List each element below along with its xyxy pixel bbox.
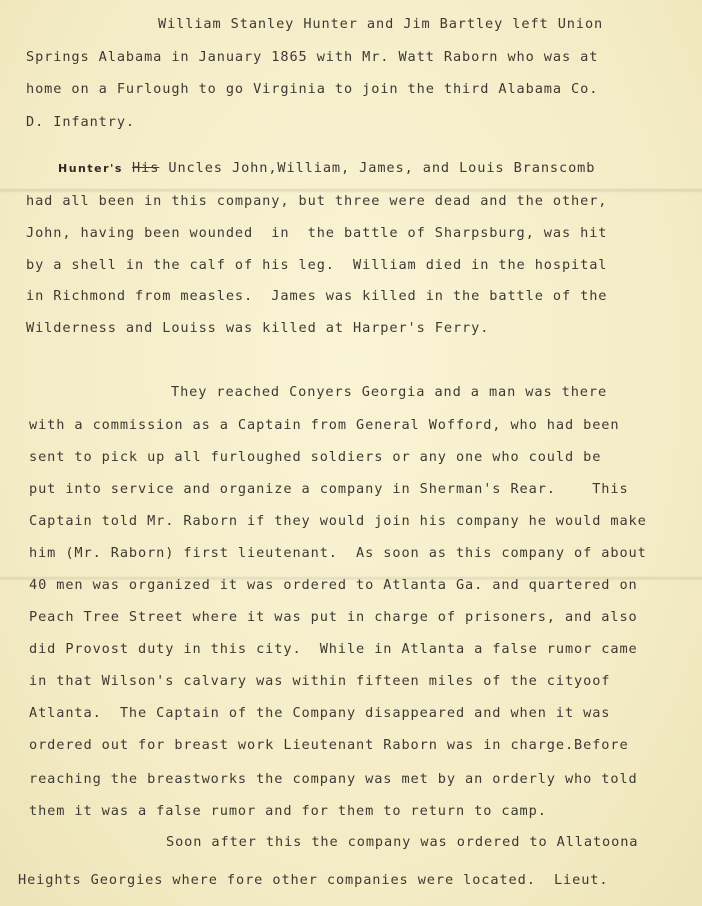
handwritten-insert: Hunter's xyxy=(58,162,123,175)
text-line: John, having been wounded in the battle of Sharpsburg, was hit xyxy=(26,225,608,241)
text-line: in that Wilson's calvary was within fifteen miles of the cityoof xyxy=(29,673,611,689)
text-line: Atlanta. The Captain of the Company disappeared and when it was xyxy=(29,705,611,721)
text-line: in Richmond from measles. James was killed in the battle of the xyxy=(26,288,608,304)
text-line: home on a Furlough to go Virginia to join the third Alabama Co. xyxy=(26,81,599,97)
text-line: Peach Tree Street where it was put in charge of prisoners, and also xyxy=(29,609,638,625)
text-line: did Provost duty in this city. While in Atlanta a false rumor came xyxy=(29,641,638,657)
text-line: Heights Georgies where fore other companies were located. Lieut. xyxy=(18,872,609,888)
text-fragment: Uncles John,William, James, and Louis Branscomb xyxy=(168,160,596,176)
struck-out-word: His xyxy=(132,160,160,176)
text-line: Soon after this the company was ordered to Allatoona xyxy=(166,834,639,850)
text-line: had all been in this company, but three were dead and the other, xyxy=(26,193,608,209)
text-line: reaching the breastworks the company was met by an orderly who told xyxy=(29,771,638,787)
text-line: them it was a false rumor and for them to return to camp. xyxy=(29,803,547,819)
handwritten-annotation-line xyxy=(58,160,595,177)
text-line: Springs Alabama in January 1865 with Mr. Watt Raborn who was at xyxy=(26,49,599,65)
text-line: 40 men was organized it was ordered to Atlanta Ga. and quartered on xyxy=(29,577,638,593)
text-line: Captain told Mr. Raborn if they would join his company he would make xyxy=(29,513,647,529)
text-line: sent to pick up all furloughed soldiers or any one who could be xyxy=(29,449,602,465)
text-line: ordered out for breast work Lieutenant Raborn was in charge.Before xyxy=(29,737,629,753)
text-line: Wilderness and Louiss was killed at Harper's Ferry. xyxy=(26,320,490,336)
text-line: him (Mr. Raborn) first lieutenant. As soon as this company of about xyxy=(29,545,647,561)
text-line: William Stanley Hunter and Jim Bartley left Union xyxy=(158,16,604,32)
text-line: by a shell in the calf of his leg. William died in the hospital xyxy=(26,257,608,273)
text-line: with a commission as a Captain from General Wofford, who had been xyxy=(29,417,620,433)
text-line: They reached Conyers Georgia and a man was there xyxy=(171,384,608,400)
text-line: D. Infantry. xyxy=(26,114,136,130)
text-line: put into service and organize a company in Sherman's Rear. This xyxy=(29,481,629,497)
